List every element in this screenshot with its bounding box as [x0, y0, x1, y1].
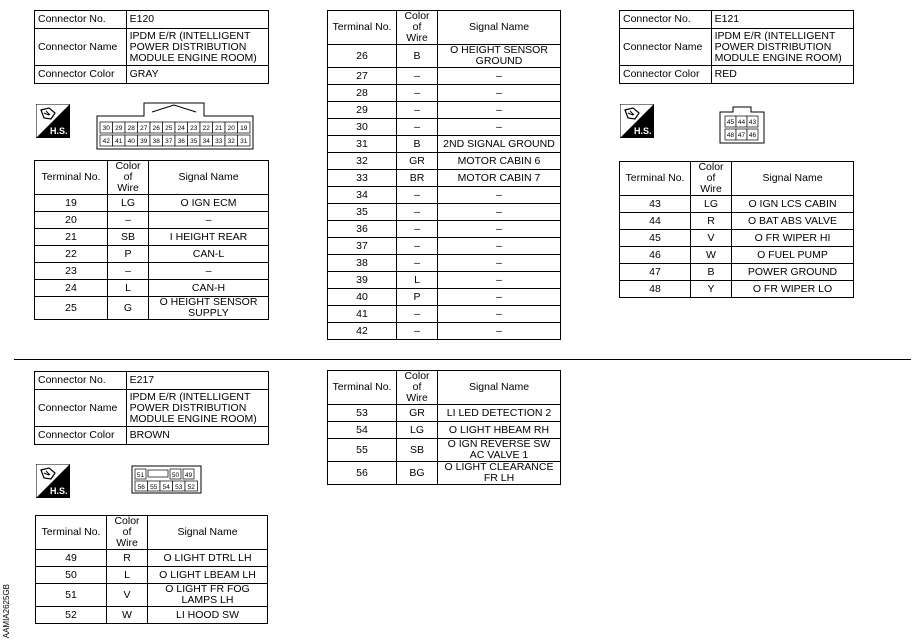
terminal-table-e120-b [327, 10, 561, 340]
signal-name-cell: O HEIGHT SENSOR GROUND [438, 45, 561, 68]
wire-color-cell: BG [397, 462, 438, 485]
wire-color-cell: – [397, 238, 438, 255]
harness-side-icon [36, 104, 70, 138]
table-row [36, 567, 268, 584]
terminal-no-cell: 24 [35, 280, 108, 297]
terminal-no-header: Terminal No. [620, 162, 691, 196]
signal-name-cell: CAN-H [149, 280, 269, 297]
signal-name-cell: LI HOOD SW [148, 607, 268, 624]
signal-name-cell: – [438, 68, 561, 85]
signal-name-cell: – [438, 323, 561, 340]
pin-label: 22 [202, 125, 210, 132]
wire-color-cell: LG [397, 422, 438, 439]
pin-label: 51 [136, 472, 145, 479]
connector-no-value: E120 [126, 11, 268, 29]
signal-name-cell: O FR WIPER HI [732, 230, 854, 247]
table-row [35, 195, 269, 212]
connector-name-value: IPDM E/R (INTELLIGENT POWER DISTRIBUTION MODULE ENGINE ROOM) [126, 390, 268, 427]
wire-color-cell: B [397, 45, 438, 68]
wire-color-cell: SB [108, 229, 149, 246]
pin-label: 54 [162, 484, 170, 491]
wire-color-cell: SB [397, 439, 438, 462]
table-row [36, 607, 268, 624]
pin-label: 43 [748, 119, 757, 126]
wire-color-cell: – [108, 212, 149, 229]
signal-name-cell: MOTOR CABIN 6 [438, 153, 561, 170]
pin-label: 40 [127, 138, 135, 145]
signal-name-cell: – [438, 306, 561, 323]
terminal-no-cell: 51 [36, 584, 107, 607]
pin-label: 37 [165, 138, 173, 145]
signal-name-cell: O IGN ECM [149, 195, 269, 212]
pin-label: 50 [171, 472, 180, 479]
table-row [328, 272, 561, 289]
table-row [36, 584, 268, 607]
terminal-no-cell: 43 [620, 196, 691, 213]
terminal-no-cell: 20 [35, 212, 108, 229]
connector-info-e121 [619, 10, 854, 84]
table-row [620, 196, 854, 213]
wire-color-cell: G [108, 297, 149, 320]
terminal-no-cell: 22 [35, 246, 108, 263]
signal-name-cell: – [438, 204, 561, 221]
wire-color-cell: V [691, 230, 732, 247]
signal-name-header: Signal Name [148, 516, 268, 550]
wire-color-cell: – [108, 263, 149, 280]
terminal-no-cell: 47 [620, 264, 691, 281]
wire-color-cell: R [691, 213, 732, 230]
wire-color-cell: W [107, 607, 148, 624]
terminal-no-cell: 26 [328, 45, 397, 68]
table-row [620, 264, 854, 281]
terminal-no-cell: 38 [328, 255, 397, 272]
table-row [328, 170, 561, 187]
pin-label: 45 [726, 119, 735, 126]
signal-name-cell: O FUEL PUMP [732, 247, 854, 264]
wire-color-cell: – [397, 68, 438, 85]
signal-name-cell: POWER GROUND [732, 264, 854, 281]
terminal-no-cell: 21 [35, 229, 108, 246]
empty-cavity [148, 470, 168, 477]
connector-color-value: BROWN [126, 427, 268, 445]
signal-name-cell: I HEIGHT REAR [149, 229, 269, 246]
connector-name-label: Connector Name [35, 29, 127, 66]
terminal-no-cell: 23 [35, 263, 108, 280]
signal-name-cell: CAN-L [149, 246, 269, 263]
table-row [328, 255, 561, 272]
table-row [620, 213, 854, 230]
table-row [35, 246, 269, 263]
wire-color-cell: P [108, 246, 149, 263]
signal-name-cell: – [438, 85, 561, 102]
connector-no-value: E217 [126, 372, 268, 390]
connector-name-value: IPDM E/R (INTELLIGENT POWER DISTRIBUTION MODULE ENGINE ROOM) [711, 29, 853, 66]
svg-text:H.S.: H.S. [50, 126, 68, 136]
svg-text:H.S.: H.S. [50, 486, 68, 496]
table-row [328, 289, 561, 306]
wire-color-cell: L [397, 272, 438, 289]
color-of-wire-header: Color of Wire [108, 161, 149, 195]
pin-label: 47 [737, 132, 746, 139]
table-row [35, 297, 269, 320]
connector-color-value: RED [711, 66, 853, 84]
terminal-no-header: Terminal No. [328, 11, 397, 45]
signal-name-cell: O LIGHT CLEARANCE FR LH [438, 462, 561, 485]
terminal-no-cell: 35 [328, 204, 397, 221]
pin-label: 25 [165, 125, 173, 132]
table-row [328, 462, 561, 485]
pin-label: 41 [115, 138, 123, 145]
table-row [328, 102, 561, 119]
terminal-table-e120-a [34, 160, 269, 320]
terminal-no-cell: 27 [328, 68, 397, 85]
wire-color-cell: L [108, 280, 149, 297]
signal-name-cell: O HEIGHT SENSOR SUPPLY [149, 297, 269, 320]
pin-label: 42 [102, 138, 110, 145]
terminal-no-cell: 56 [328, 462, 397, 485]
wire-color-cell: L [107, 567, 148, 584]
pin-label: 29 [115, 125, 123, 132]
table-row [328, 45, 561, 68]
pin-label: 21 [215, 125, 223, 132]
connector-color-label: Connector Color [35, 427, 127, 445]
terminal-no-cell: 28 [328, 85, 397, 102]
signal-name-header: Signal Name [438, 371, 561, 405]
signal-name-cell: O IGN LCS CABIN [732, 196, 854, 213]
wire-color-cell: – [397, 221, 438, 238]
connector-no-label: Connector No. [620, 11, 712, 29]
terminal-no-cell: 55 [328, 439, 397, 462]
wire-color-cell: GR [397, 405, 438, 422]
table-row [328, 306, 561, 323]
pin-label: 19 [240, 125, 248, 132]
terminal-no-cell: 41 [328, 306, 397, 323]
wire-color-cell: B [691, 264, 732, 281]
terminal-no-cell: 49 [36, 550, 107, 567]
terminal-no-cell: 33 [328, 170, 397, 187]
pin-label: 26 [152, 125, 160, 132]
pin-label: 23 [190, 125, 198, 132]
pin-label: 53 [175, 484, 183, 491]
signal-name-cell: – [149, 212, 269, 229]
wire-color-cell: – [397, 102, 438, 119]
color-of-wire-header: Color of Wire [107, 516, 148, 550]
wire-color-cell: – [397, 85, 438, 102]
wire-color-cell: – [397, 255, 438, 272]
pin-label: 39 [140, 138, 148, 145]
signal-name-cell: – [438, 221, 561, 238]
connector-info-e217 [34, 371, 269, 445]
pin-label: 49 [184, 472, 193, 479]
wire-color-cell: V [107, 584, 148, 607]
wire-color-cell: – [397, 204, 438, 221]
signal-name-cell: O IGN REVERSE SW AC VALVE 1 [438, 439, 561, 462]
connector-name-label: Connector Name [35, 390, 127, 427]
terminal-no-cell: 19 [35, 195, 108, 212]
signal-name-header: Signal Name [149, 161, 269, 195]
table-row [328, 323, 561, 340]
color-of-wire-header: Color of Wire [397, 11, 438, 45]
signal-name-cell: – [149, 263, 269, 280]
wire-color-cell: – [397, 323, 438, 340]
terminal-no-cell: 52 [36, 607, 107, 624]
connector-face-e121 [719, 106, 765, 144]
terminal-no-cell: 44 [620, 213, 691, 230]
table-row [620, 230, 854, 247]
pin-label: 33 [215, 138, 223, 145]
terminal-table-e121 [619, 161, 854, 298]
color-of-wire-header: Color of Wire [691, 162, 732, 196]
terminal-no-cell: 31 [328, 136, 397, 153]
connector-color-label: Connector Color [620, 66, 712, 84]
table-row [328, 422, 561, 439]
wire-color-cell: R [107, 550, 148, 567]
terminal-no-cell: 36 [328, 221, 397, 238]
pin-label: 28 [127, 125, 135, 132]
terminal-no-cell: 25 [35, 297, 108, 320]
table-row [35, 229, 269, 246]
signal-name-cell: – [438, 102, 561, 119]
table-row [35, 263, 269, 280]
connector-color-label: Connector Color [35, 66, 127, 84]
terminal-no-cell: 32 [328, 153, 397, 170]
wire-color-cell: P [397, 289, 438, 306]
svg-text:H.S.: H.S. [634, 126, 652, 136]
connector-info-e120 [34, 10, 269, 84]
pin-label: 52 [187, 484, 195, 491]
terminal-no-cell: 54 [328, 422, 397, 439]
wire-color-cell: W [691, 247, 732, 264]
harness-side-icon [620, 104, 654, 138]
signal-name-cell: O BAT ABS VALVE [732, 213, 854, 230]
pin-label: 24 [177, 125, 185, 132]
table-row [328, 204, 561, 221]
wire-color-cell: LG [691, 196, 732, 213]
table-row [35, 280, 269, 297]
signal-name-cell: – [438, 272, 561, 289]
pin-label: 56 [137, 484, 145, 491]
terminal-no-cell: 48 [620, 281, 691, 298]
wire-color-cell: LG [108, 195, 149, 212]
pin-label: 35 [190, 138, 198, 145]
table-row [36, 550, 268, 567]
signal-name-cell: – [438, 238, 561, 255]
pin-label: 48 [726, 132, 735, 139]
terminal-table-e217-b [327, 370, 561, 485]
table-row [620, 247, 854, 264]
wire-color-cell: GR [397, 153, 438, 170]
terminal-no-cell: 45 [620, 230, 691, 247]
table-row [328, 119, 561, 136]
wire-color-cell: Y [691, 281, 732, 298]
signal-name-cell: MOTOR CABIN 7 [438, 170, 561, 187]
signal-name-cell: O LIGHT FR FOG LAMPS LH [148, 584, 268, 607]
pin-label: 27 [140, 125, 148, 132]
terminal-no-cell: 29 [328, 102, 397, 119]
terminal-no-cell: 34 [328, 187, 397, 204]
signal-name-cell: – [438, 119, 561, 136]
connector-no-label: Connector No. [35, 11, 127, 29]
terminal-no-header: Terminal No. [35, 161, 108, 195]
pin-label: 32 [227, 138, 235, 145]
signal-name-cell: O LIGHT LBEAM LH [148, 567, 268, 584]
pin-label: 44 [737, 119, 746, 126]
pin-label: 55 [150, 484, 158, 491]
terminal-no-header: Terminal No. [36, 516, 107, 550]
table-row [328, 221, 561, 238]
wire-color-cell: BR [397, 170, 438, 187]
terminal-table-e217-a [35, 515, 268, 624]
table-row [328, 136, 561, 153]
connector-face-e217 [131, 465, 202, 494]
table-row [328, 153, 561, 170]
table-row [328, 238, 561, 255]
terminal-no-cell: 50 [36, 567, 107, 584]
wire-color-cell: – [397, 187, 438, 204]
terminal-no-cell: 40 [328, 289, 397, 306]
connector-face-e120 [96, 102, 254, 150]
table-row [35, 212, 269, 229]
pin-label: 20 [227, 125, 235, 132]
connector-color-value: GRAY [126, 66, 268, 84]
signal-name-cell: O FR WIPER LO [732, 281, 854, 298]
signal-name-cell: 2ND SIGNAL GROUND [438, 136, 561, 153]
signal-name-cell: O LIGHT HBEAM RH [438, 422, 561, 439]
terminal-no-cell: 39 [328, 272, 397, 289]
terminal-no-cell: 53 [328, 405, 397, 422]
terminal-no-cell: 37 [328, 238, 397, 255]
color-of-wire-header: Color of Wire [397, 371, 438, 405]
terminal-no-cell: 46 [620, 247, 691, 264]
signal-name-header: Signal Name [438, 11, 561, 45]
table-row [328, 187, 561, 204]
table-row [328, 68, 561, 85]
pin-label: 31 [240, 138, 248, 145]
figure-code: AAMIA2625GB [2, 584, 11, 639]
section-divider [14, 359, 911, 360]
connector-name-value: IPDM E/R (INTELLIGENT POWER DISTRIBUTION MODULE ENGINE ROOM) [126, 29, 268, 66]
signal-name-cell: LI LED DETECTION 2 [438, 405, 561, 422]
pin-label: 34 [202, 138, 210, 145]
signal-name-header: Signal Name [732, 162, 854, 196]
signal-name-cell: O LIGHT DTRL LH [148, 550, 268, 567]
pin-label: 46 [748, 132, 757, 139]
signal-name-cell: – [438, 187, 561, 204]
table-row [328, 439, 561, 462]
table-row [328, 85, 561, 102]
connector-no-label: Connector No. [35, 372, 127, 390]
terminal-no-header: Terminal No. [328, 371, 397, 405]
connector-no-value: E121 [711, 11, 853, 29]
table-row [328, 405, 561, 422]
connector-name-label: Connector Name [620, 29, 712, 66]
terminal-no-cell: 30 [328, 119, 397, 136]
wire-color-cell: – [397, 306, 438, 323]
terminal-no-cell: 42 [328, 323, 397, 340]
signal-name-cell: – [438, 289, 561, 306]
pin-label: 38 [152, 138, 160, 145]
wire-color-cell: B [397, 136, 438, 153]
pin-label: 30 [102, 125, 110, 132]
wire-color-cell: – [397, 119, 438, 136]
harness-side-icon [36, 464, 70, 498]
signal-name-cell: – [438, 255, 561, 272]
table-row [620, 281, 854, 298]
pin-label: 36 [177, 138, 185, 145]
